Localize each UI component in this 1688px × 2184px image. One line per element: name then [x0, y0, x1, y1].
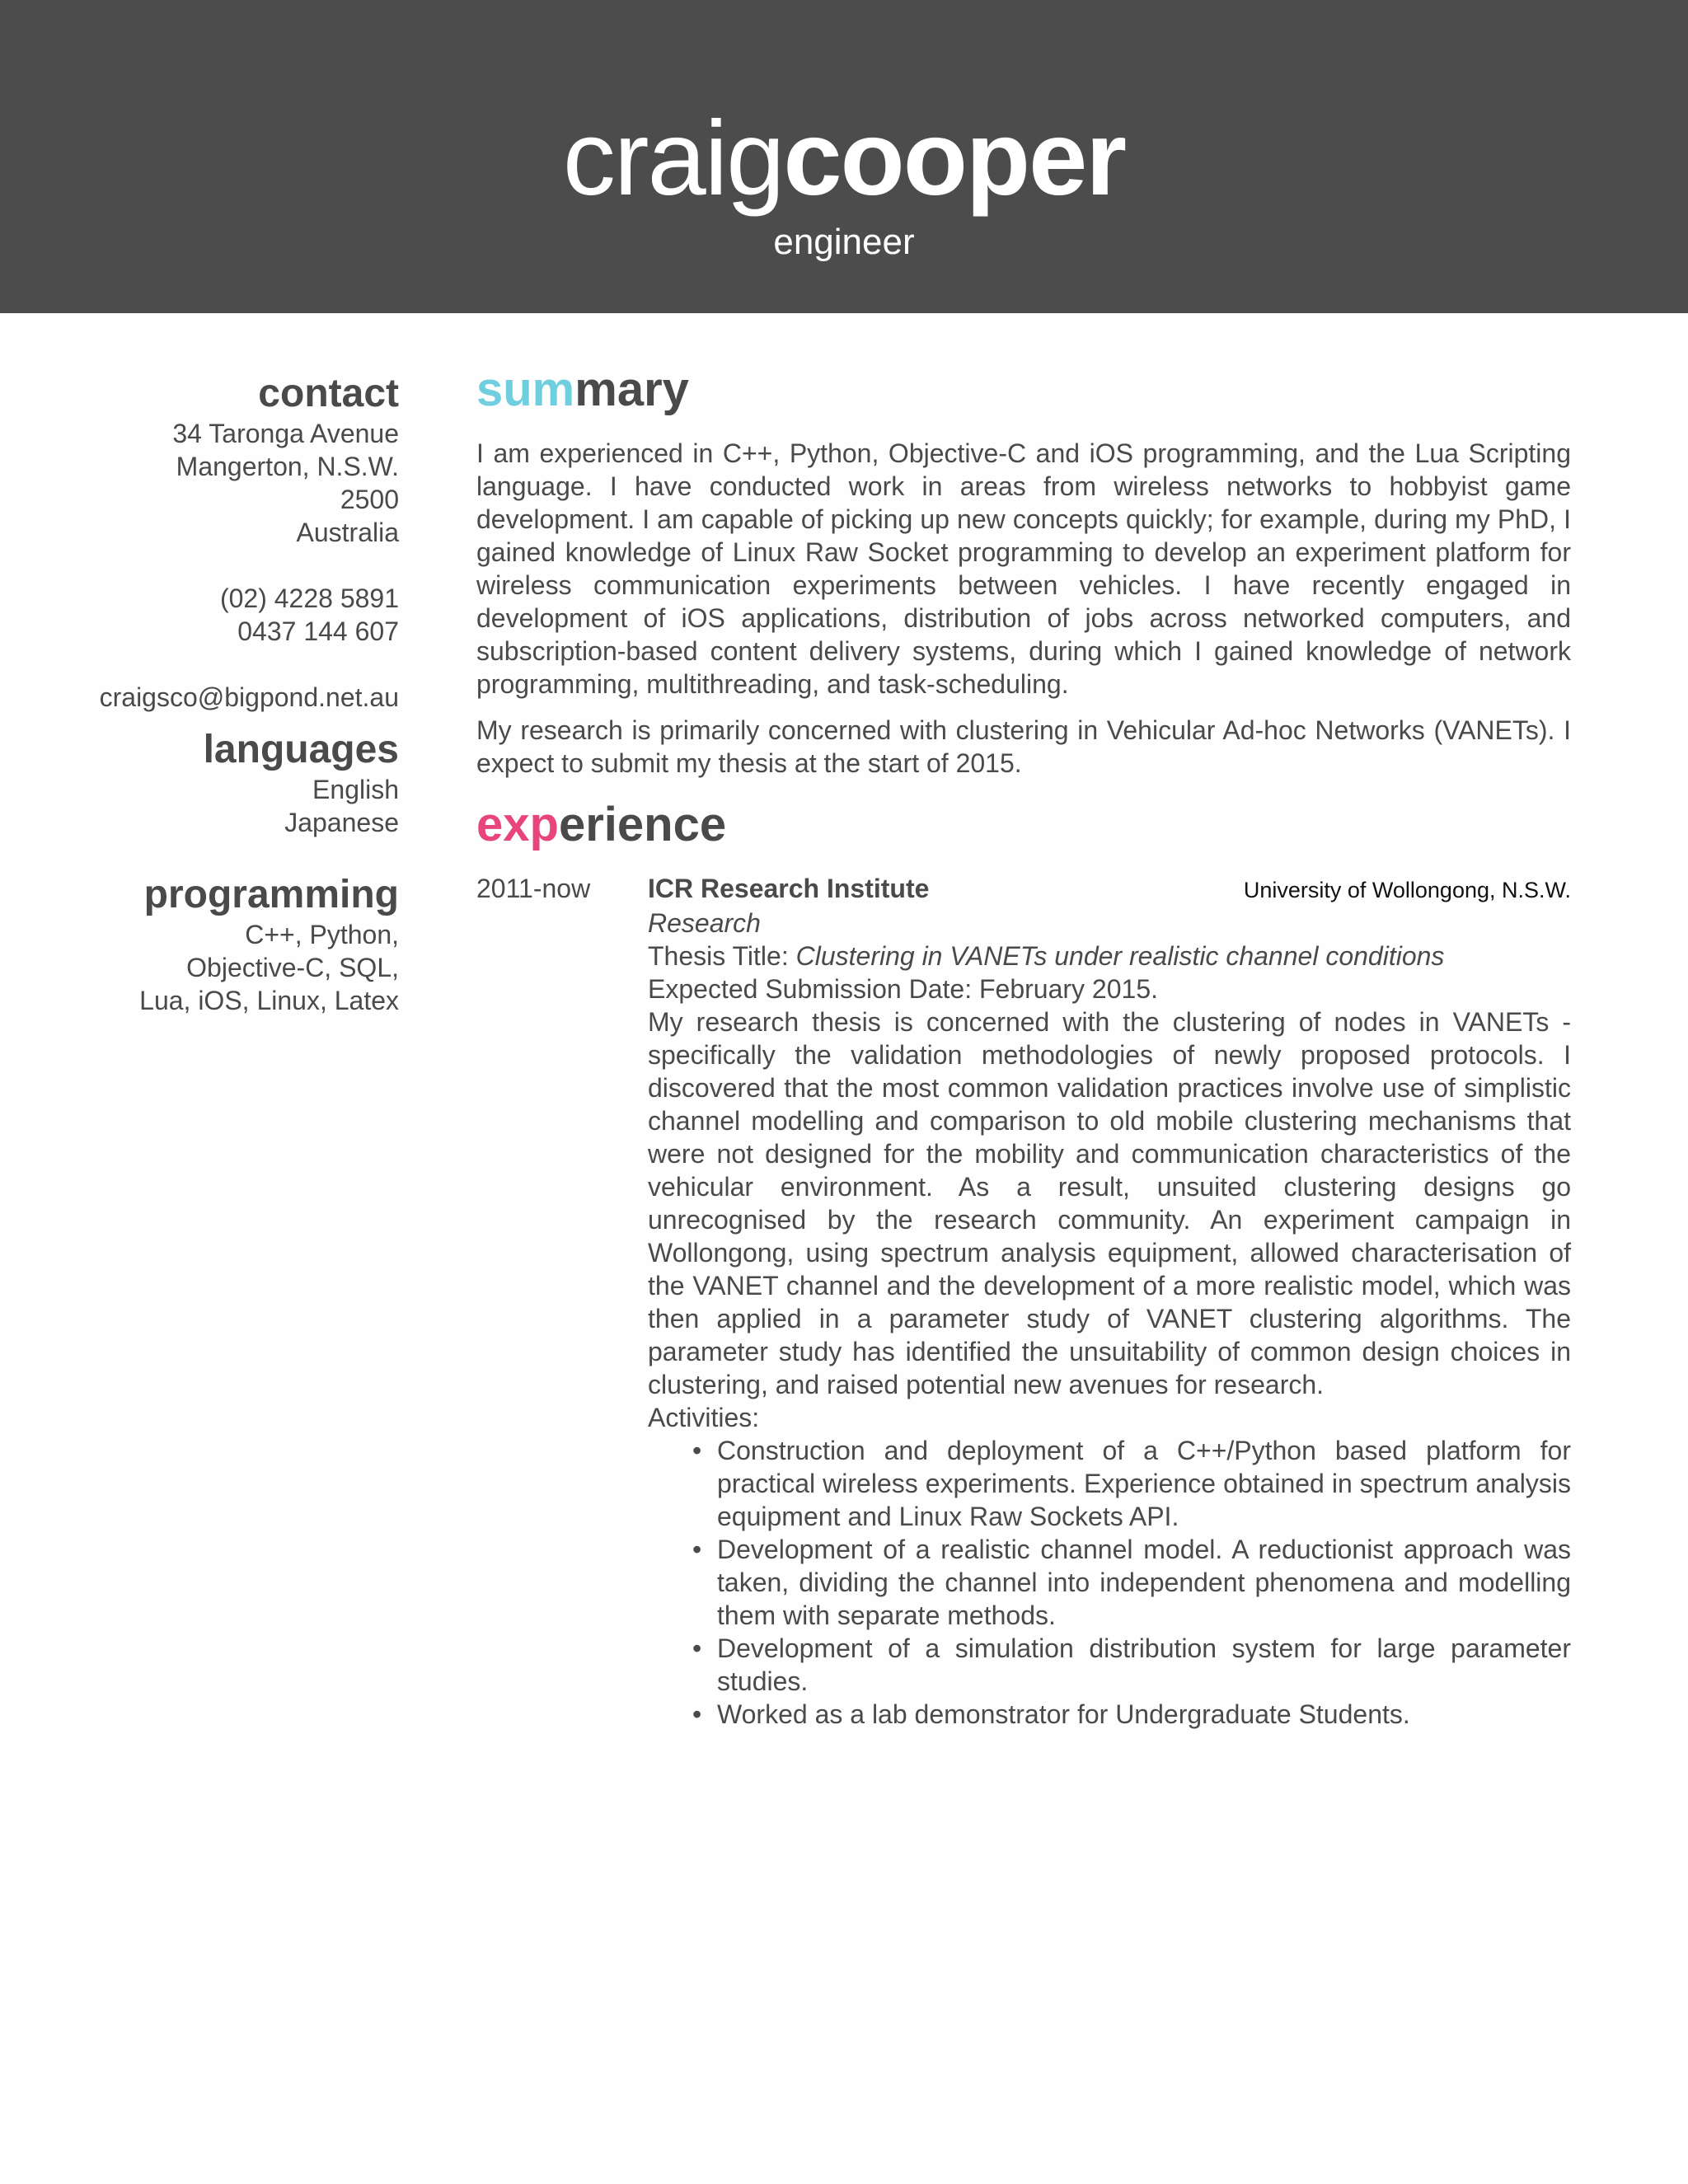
- address-line: 34 Taronga Avenue: [172, 419, 399, 448]
- summary-paragraph: I am experienced in C++, Python, Objective-C and iOS programming, and the Lua Scripting language. I have conducted work in areas from wireless networks to hobbyist game development. I am capable of picking up new concepts quickly; for example, during my PhD, I gained knowledge of Linux Raw Socket programming to develop an experiment platform for wireless communication experiments between vehicles. I have recently engaged in development of iOS applications, distribution of jobs across networked computers, and subscription-based content delivery systems, during which I gained knowledge of network programming, multithreading, and task-scheduling.: [476, 438, 1571, 699]
- main-content: [476, 363, 1571, 1731]
- programming-line: Lua, iOS, Linux, Latex: [139, 986, 399, 1015]
- activities-label: Activities:: [648, 1403, 760, 1432]
- submission-date: Expected Submission Date: February 2015.: [648, 974, 1158, 1004]
- organization-location: University of Wollongong, N.S.W.: [1243, 878, 1571, 902]
- phone-mobile: 0437 144 607: [237, 616, 399, 646]
- summary-heading-rest: mary: [574, 363, 689, 416]
- summary-heading: [476, 363, 1571, 417]
- activity-item: • Worked as a lab demonstrator for Undergraduate Students.: [717, 1698, 1571, 1731]
- address: [82, 417, 399, 549]
- entry-description: My research thesis is concerned with the clustering of nodes in VANETs - specifically the validation methodologies of newly proposed protocols. I discovered that the most common validation practices involve use of simplistic channel modelling and comparison to old mobile clustering mechanisms that were not designed for the mobility and communication characteristics of the vehicular environment. As a result, unsuited clustering designs go unrecognised by the research community. An experiment campaign in Wollongong, using spectrum analysis equipment, allowed characterisation of the VANET channel and the development of a more realistic model, which was then applied in a parameter study of VANET clustering algorithms. The parameter study has identified the unsuitability of common design choices in clustering, and raised potential new avenues for research.: [648, 1007, 1571, 1399]
- experience-entry: [476, 872, 1571, 1731]
- languages-heading: languages: [203, 728, 399, 771]
- candidate-name: [0, 97, 1688, 221]
- programming-line: Objective-C, SQL,: [186, 953, 399, 982]
- activities-list: [648, 1434, 1571, 1731]
- organization-name: ICR Research Institute: [648, 874, 930, 903]
- first-name: craig: [562, 100, 784, 218]
- programming-heading: programming: [143, 873, 399, 916]
- entry-body: [648, 872, 1571, 1731]
- last-name: cooper: [783, 100, 1126, 218]
- programming-line: C++, Python,: [245, 920, 399, 949]
- phone-landline: (02) 4228 5891: [219, 583, 399, 613]
- contact-heading: contact: [258, 372, 399, 415]
- address-line: 2500: [340, 485, 399, 514]
- experience-heading: [476, 798, 1571, 852]
- experience-heading-rest: erience: [558, 798, 727, 851]
- sidebar: [82, 371, 399, 1017]
- language-item: English: [312, 775, 399, 804]
- thesis-line: [648, 940, 1571, 972]
- thesis-label: Thesis Title:: [648, 941, 789, 971]
- role-title: Research: [648, 908, 761, 938]
- address-line: Mangerton, N.S.W.: [176, 452, 399, 481]
- header-banner: [0, 0, 1688, 313]
- address-line: Australia: [296, 518, 399, 547]
- summary-paragraph: My research is primarily concerned with clustering in Vehicular Ad-hoc Networks (VANETs). I expect to submit my thesis at the start of 2015.: [476, 715, 1571, 778]
- activity-item: • Construction and deployment of a C++/Python based platform for practical wireless experiments. Experience obtained in spectrum analysis equipment and Linux Raw Sockets API.: [717, 1434, 1571, 1533]
- activity-item: • Development of a realistic channel model. A reductionist approach was taken, dividing the channel into independent phenomena and modelling them with separate methods.: [717, 1533, 1571, 1632]
- summary-heading-accent: sum: [476, 363, 575, 416]
- job-title: engineer: [773, 222, 915, 262]
- language-item: Japanese: [284, 808, 399, 837]
- activity-item: • Development of a simulation distribution system for large parameter studies.: [717, 1632, 1571, 1698]
- thesis-title: Clustering in VANETs under realistic channel conditions: [795, 941, 1445, 971]
- entry-date: 2011-now: [476, 874, 591, 903]
- email-link[interactable]: craigsco@bigpond.net.au: [99, 682, 399, 712]
- experience-heading-accent: exp: [476, 798, 559, 851]
